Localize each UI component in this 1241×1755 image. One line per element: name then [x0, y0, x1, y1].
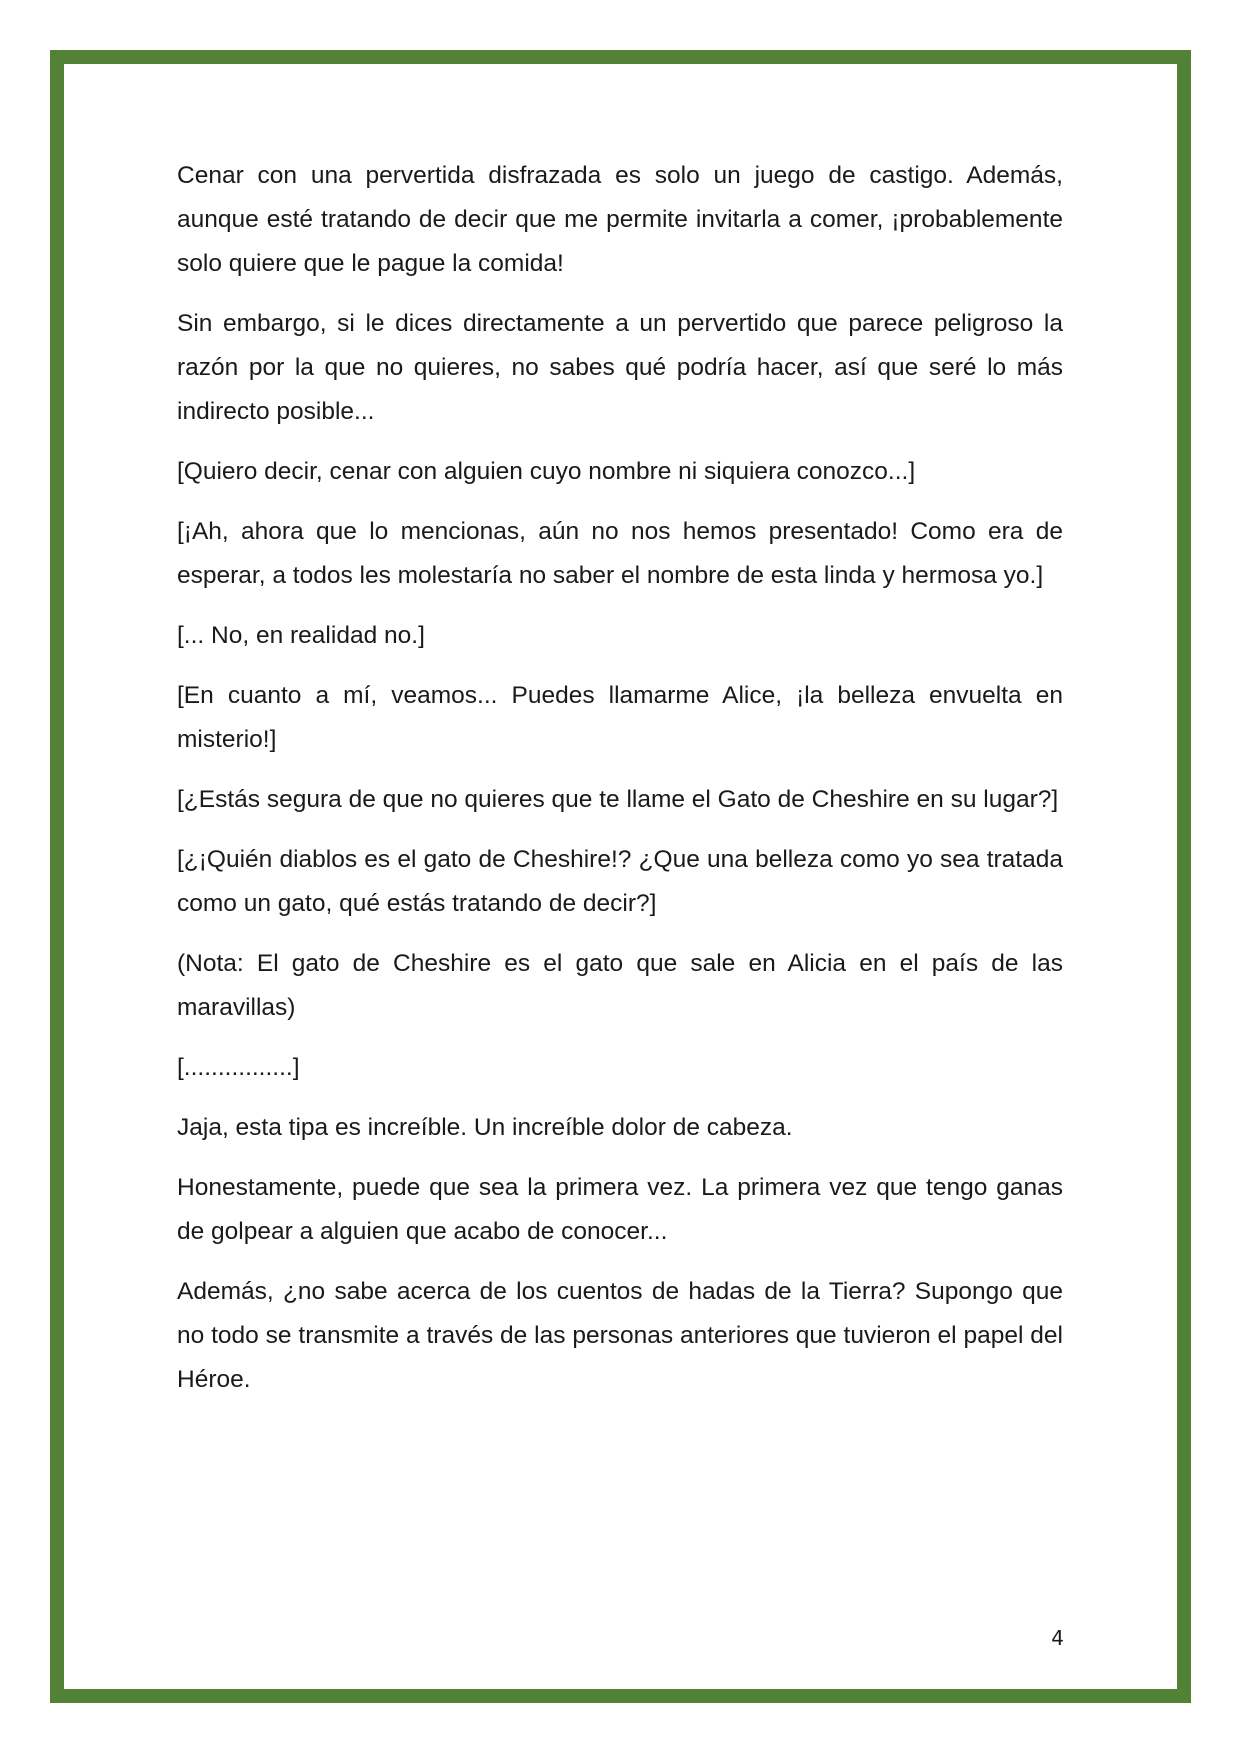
paragraph: [Quiero decir, cenar con alguien cuyo nombre ni siquiera conozco...]	[177, 458, 916, 485]
page-body	[177, 154, 1063, 1418]
paragraph: Sin embargo, si le dices directamente a un pervertido que parece peligroso la razón por la que no quieres, no sabes qué podría hacer, así que seré lo más indirecto posible...	[177, 310, 1063, 425]
paragraph: Jaja, esta tipa es increíble. Un increíble dolor de cabeza.	[177, 1114, 793, 1141]
paragraph: Honestamente, puede que sea la primera vez. La primera vez que tengo ganas de golpear a alguien que acabo de conocer...	[177, 1174, 1063, 1245]
paragraph: [¡Ah, ahora que lo mencionas, aún no nos hemos presentado! Como era de esperar, a todos les molestaría no saber el nombre de esta linda y hermosa yo.]	[177, 518, 1063, 589]
paragraph: [................]	[177, 1054, 300, 1081]
paragraph: [¿Estás segura de que no quieres que te llame el Gato de Cheshire en su lugar?]	[177, 786, 1059, 813]
page-number: 4	[1051, 1626, 1064, 1650]
paragraph: [¿¡Quién diablos es el gato de Cheshire!? ¿Que una belleza como yo sea tratada como un gato, qué estás tratando de decir?]	[177, 846, 1063, 917]
paragraph: [En cuanto a mí, veamos... Puedes llamarme Alice, ¡la belleza envuelta en misterio!]	[177, 682, 1063, 753]
paragraph: Además, ¿no sabe acerca de los cuentos de hadas de la Tierra? Supongo que no todo se transmite a través de las personas anteriores que tuvieron el papel del Héroe.	[177, 1278, 1063, 1393]
paragraph-note: (Nota: El gato de Cheshire es el gato que sale en Alicia en el país de las maravillas)	[177, 950, 1063, 1021]
paragraph: Cenar con una pervertida disfrazada es solo un juego de castigo. Además, aunque esté tratando de decir que me permite invitarla a comer, ¡probablemente solo quiere que le pague la comida!	[177, 162, 1063, 277]
paragraph: [... No, en realidad no.]	[177, 622, 425, 649]
